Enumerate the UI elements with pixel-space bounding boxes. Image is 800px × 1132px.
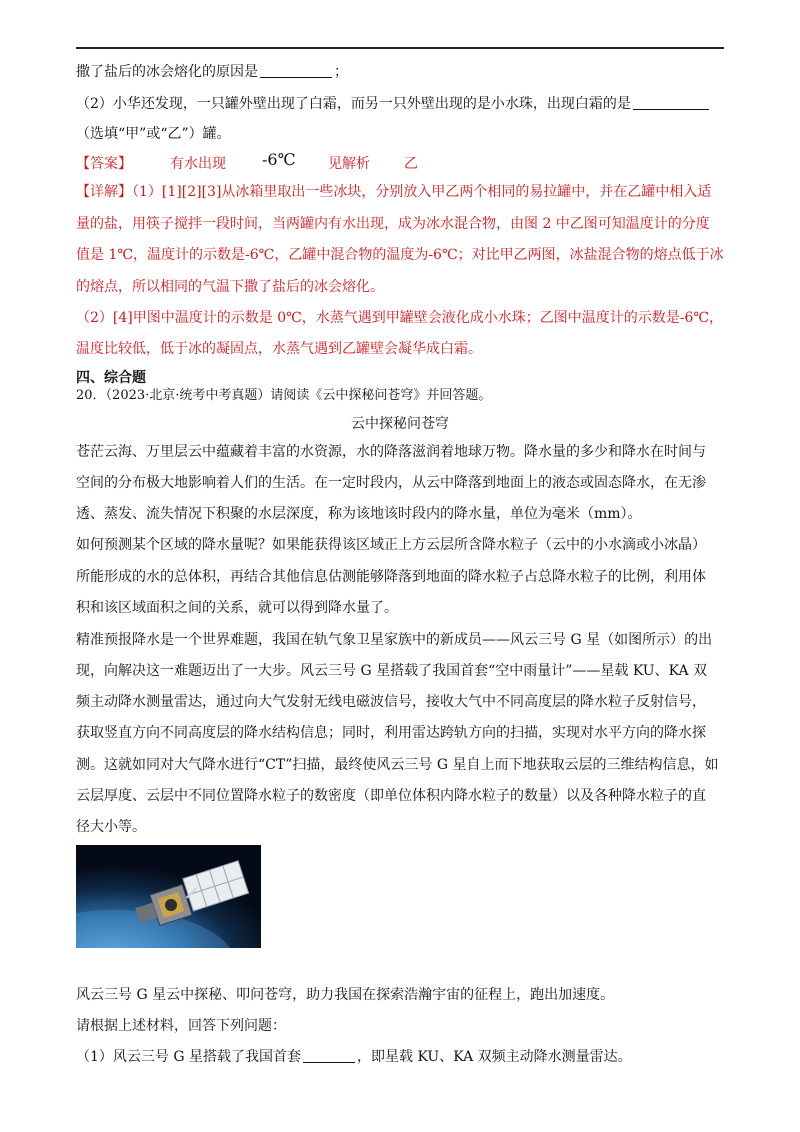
satellite-illustration <box>76 845 261 948</box>
detail-line-1: 【详解】（1）[1][2][3]从冰箱里取出一些冰块，分别放入甲乙两个相同的易拉罐中，并在乙罐中相入适 <box>76 184 712 200</box>
article-line: 所能形成的水的总体积，再结合其他信息估测能够降落到地面的降水粒子占总降水粒子的比例，利用体 <box>76 569 706 585</box>
text: ，即星载 KU、KA 双频主动降水测量雷达。 <box>357 1049 632 1065</box>
article-closing: 风云三号 G 星云中探秘、叩问苍穹，助力我国在探索浩瀚宇宙的征程上，跑出加速度。 <box>76 987 615 1003</box>
question-2-line-2: （选填“甲”或“乙”）罐。 <box>76 126 231 142</box>
answer-blank <box>303 1048 355 1063</box>
answer-blank <box>633 95 709 110</box>
article-line: 现，向解决这一难题迈出了一大步。风云三号 G 星搭载了我国首套“空中雨量计”——星载 KU、KA 双 <box>76 663 708 679</box>
answer-2: -6℃ <box>262 150 296 169</box>
detail-line-3: 值是 1℃，温度计的示数是-6℃，乙罐中混合物的温度为-6℃；对比甲乙两图，冰盐混合物的熔点低于冰 <box>76 247 724 263</box>
prompt-line: 请根据上述材料，回答下列问题： <box>76 1018 286 1034</box>
article-line: 获取竖直方向不同高度层的降水结构信息；同时，利用雷达跨轨方向的扫描，实现对水平方向的降水探 <box>76 725 706 741</box>
text: ； <box>334 64 348 80</box>
text: 撒了盐后的冰会熔化的原因是 <box>76 64 258 80</box>
detail-line-6: 温度比较低，低于冰的凝固点，水蒸气遇到乙罐壁会凝华成白霜。 <box>76 341 482 357</box>
answer-tag: 【答案】 <box>76 156 132 172</box>
article-line: 如何预测某个区域的降水量呢？如果能获得该区域正上方云层所含降水粒子（云中的小水滴或小冰晶） <box>76 537 706 553</box>
article-line: 精准预报降水是一个世界难题，我国在轨气象卫星家族中的新成员——风云三号 G 星（如图所示）的出 <box>76 632 713 648</box>
text: （2）小华还发现，一只罐外壁出现了白霜，而另一只外壁出现的是小水珠，出现白霜的是 <box>76 96 631 112</box>
question-2-line <box>76 94 726 114</box>
article-line: 测。这就如同对大气降水进行“CT”扫描，最终使风云三号 G 星自上而下地获取云层的三维结构信息，如 <box>76 757 719 773</box>
article-line: 空间的分布极大地影响着人们的生活。在一定时段内，从云中降落到地面上的液态或固态降水，在无渗 <box>76 475 706 491</box>
article-line: 透、蒸发、流失情况下积聚的水层深度，称为该地该时段内的降水量，单位为毫米（mm）。 <box>76 506 642 522</box>
section-title: 四、综合题 <box>76 370 146 386</box>
text: （1）风云三号 G 星搭载了我国首套 <box>76 1049 301 1065</box>
article-title: 云中探秘问苍穹 <box>351 416 449 432</box>
article-line: 积和该区域面积之间的关系，就可以得到降水量了。 <box>76 600 398 616</box>
header-rule <box>76 47 724 49</box>
answer-4: 乙 <box>404 156 418 172</box>
detail-line-4: 的熔点，所以相同的气温下撒了盐后的冰会熔化。 <box>76 279 384 295</box>
answer-line-1 <box>76 62 726 82</box>
article-line: 频主动降水测量雷达，通过向大气发射无线电磁波信号，接收大气中不同高度层的降水粒子反射信号， <box>76 694 706 710</box>
answer-1: 有水出现 <box>170 156 226 172</box>
article-line: 苍茫云海、万里层云中蕴藏着丰富的水资源，水的降落滋润着地球万物。降水量的多少和降水在时间与 <box>76 444 706 460</box>
answer-3: 见解析 <box>328 156 370 172</box>
article-line: 径大小等。 <box>76 819 146 835</box>
question-20: 20．（2023·北京·统考中考真题）请阅读《云中探秘问苍穹》并回答题。 <box>76 388 492 403</box>
answer-blank <box>260 63 332 78</box>
detail-line-2: 量的盐，用筷子搅拌一段时间，当两罐内有水出现，成为冰水混合物，由图 2 中乙图可知温度计的分度 <box>76 216 710 232</box>
detail-line-5: （2）[4]甲图中温度计的示数是 0℃，水蒸气遇到甲罐壁会液化成小水珠；乙图中温度计的示数是-6℃， <box>76 310 724 326</box>
question-1-line <box>76 1047 632 1067</box>
satellite-image <box>76 845 261 948</box>
article-line: 云层厚度、云层中不同位置降水粒子的数密度（即单位体积内降水粒子的数量）以及各种降水粒子的直 <box>76 788 706 804</box>
